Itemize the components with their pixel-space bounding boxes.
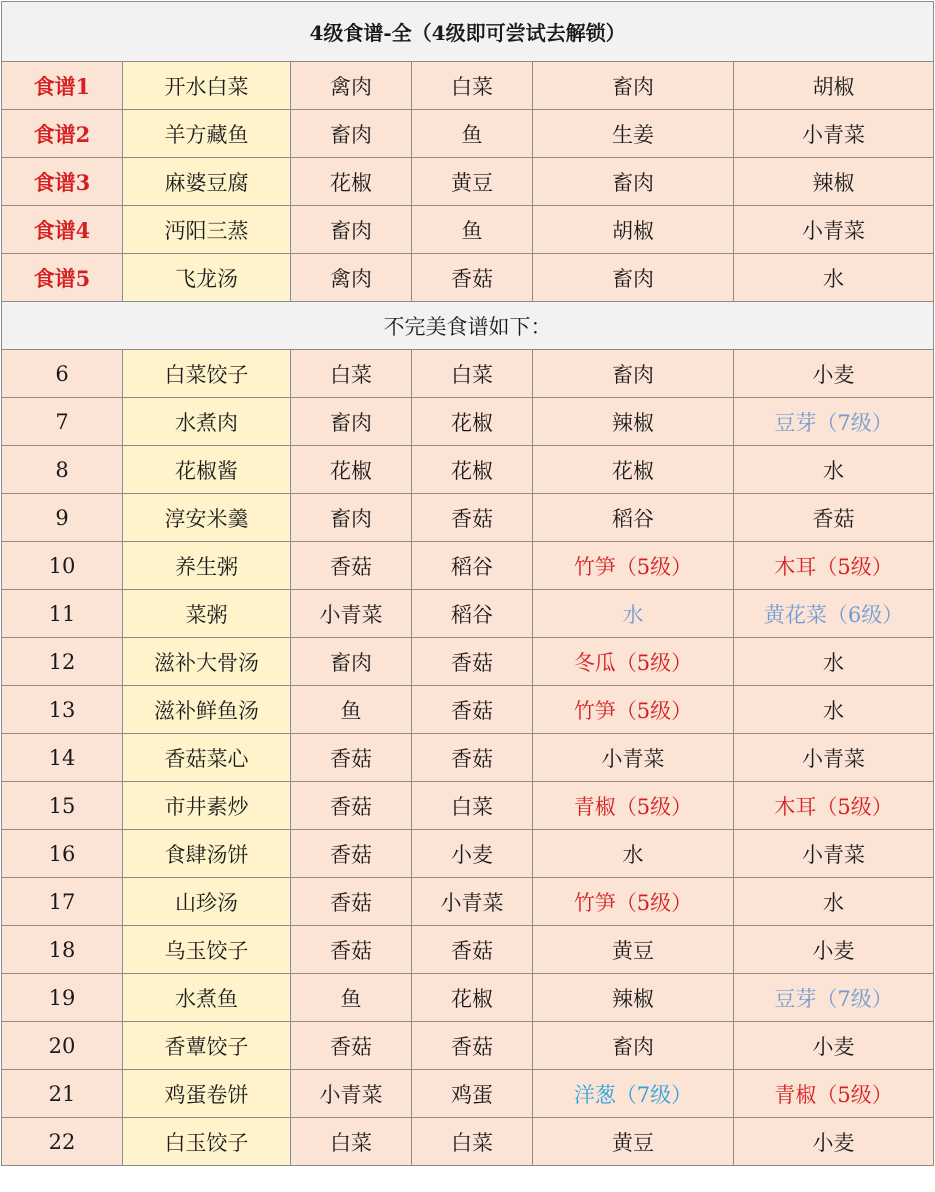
ingredient-1: 香菇 xyxy=(291,734,412,782)
ingredient-1: 畜肉 xyxy=(291,206,412,254)
table-row xyxy=(2,782,934,830)
recipe-name: 沔阳三蒸 xyxy=(123,206,291,254)
ingredient-3: 竹笋（5级） xyxy=(533,686,734,734)
ingredient-1: 香菇 xyxy=(291,878,412,926)
recipe-name: 麻婆豆腐 xyxy=(123,158,291,206)
ingredient-1: 白菜 xyxy=(291,350,412,398)
recipe-name: 香菇菜心 xyxy=(123,734,291,782)
ingredient-1: 香菇 xyxy=(291,1022,412,1070)
ingredient-1: 禽肉 xyxy=(291,62,412,110)
table-row xyxy=(2,254,934,302)
ingredient-3: 洋葱（7级） xyxy=(533,1070,734,1118)
ingredient-4: 水 xyxy=(734,878,934,926)
table-row xyxy=(2,110,934,158)
recipe-index: 7 xyxy=(2,398,123,446)
ingredient-2: 鱼 xyxy=(412,206,533,254)
table-row xyxy=(2,590,934,638)
table-row xyxy=(2,542,934,590)
ingredient-4: 木耳（5级） xyxy=(734,782,934,830)
ingredient-1: 畜肉 xyxy=(291,110,412,158)
ingredient-1: 禽肉 xyxy=(291,254,412,302)
recipe-name: 菜粥 xyxy=(123,590,291,638)
ingredient-2: 香菇 xyxy=(412,1022,533,1070)
recipe-name: 飞龙汤 xyxy=(123,254,291,302)
ingredient-2: 香菇 xyxy=(412,638,533,686)
table-row xyxy=(2,734,934,782)
recipe-index: 18 xyxy=(2,926,123,974)
ingredient-3: 胡椒 xyxy=(533,206,734,254)
recipe-index: 19 xyxy=(2,974,123,1022)
ingredient-1: 花椒 xyxy=(291,446,412,494)
recipe-name: 养生粥 xyxy=(123,542,291,590)
recipe-name: 滋补大骨汤 xyxy=(123,638,291,686)
ingredient-1: 香菇 xyxy=(291,926,412,974)
ingredient-2: 白菜 xyxy=(412,1118,533,1166)
ingredient-4: 小青菜 xyxy=(734,830,934,878)
recipe-index: 食谱1 xyxy=(2,62,123,110)
recipe-index: 20 xyxy=(2,1022,123,1070)
ingredient-1: 畜肉 xyxy=(291,638,412,686)
table-row xyxy=(2,1022,934,1070)
table-row xyxy=(2,926,934,974)
recipe-index: 食谱4 xyxy=(2,206,123,254)
recipe-name: 水煮肉 xyxy=(123,398,291,446)
ingredient-3: 水 xyxy=(533,590,734,638)
recipe-index: 16 xyxy=(2,830,123,878)
ingredient-3: 冬瓜（5级） xyxy=(533,638,734,686)
recipe-index: 22 xyxy=(2,1118,123,1166)
ingredient-3: 辣椒 xyxy=(533,974,734,1022)
ingredient-3: 畜肉 xyxy=(533,62,734,110)
ingredient-4: 香菇 xyxy=(734,494,934,542)
ingredient-2: 黄豆 xyxy=(412,158,533,206)
ingredient-4: 小青菜 xyxy=(734,206,934,254)
recipe-name: 食肆汤饼 xyxy=(123,830,291,878)
table-row xyxy=(2,878,934,926)
ingredient-3: 黄豆 xyxy=(533,1118,734,1166)
recipe-table xyxy=(1,1,934,1166)
ingredient-4: 黄花菜（6级） xyxy=(734,590,934,638)
ingredient-4: 水 xyxy=(734,638,934,686)
ingredient-4: 小麦 xyxy=(734,926,934,974)
ingredient-1: 白菜 xyxy=(291,1118,412,1166)
ingredient-2: 小青菜 xyxy=(412,878,533,926)
table-row xyxy=(2,638,934,686)
ingredient-2: 白菜 xyxy=(412,350,533,398)
ingredient-3: 黄豆 xyxy=(533,926,734,974)
recipe-index: 9 xyxy=(2,494,123,542)
ingredient-1: 花椒 xyxy=(291,158,412,206)
ingredient-3: 小青菜 xyxy=(533,734,734,782)
table-row xyxy=(2,1118,934,1166)
recipe-index: 食谱2 xyxy=(2,110,123,158)
recipe-name: 花椒酱 xyxy=(123,446,291,494)
ingredient-3: 水 xyxy=(533,830,734,878)
ingredient-1: 鱼 xyxy=(291,974,412,1022)
table-row xyxy=(2,830,934,878)
recipe-index: 17 xyxy=(2,878,123,926)
ingredient-3: 竹笋（5级） xyxy=(533,878,734,926)
ingredient-1: 香菇 xyxy=(291,542,412,590)
ingredient-3: 畜肉 xyxy=(533,158,734,206)
ingredient-4: 胡椒 xyxy=(734,62,934,110)
ingredient-4: 青椒（5级） xyxy=(734,1070,934,1118)
recipe-index: 食谱5 xyxy=(2,254,123,302)
ingredient-1: 香菇 xyxy=(291,830,412,878)
recipe-index: 8 xyxy=(2,446,123,494)
ingredient-3: 花椒 xyxy=(533,446,734,494)
ingredient-3: 稻谷 xyxy=(533,494,734,542)
recipe-index: 13 xyxy=(2,686,123,734)
recipe-index: 11 xyxy=(2,590,123,638)
ingredient-3: 辣椒 xyxy=(533,398,734,446)
recipe-name: 山珍汤 xyxy=(123,878,291,926)
ingredient-2: 白菜 xyxy=(412,782,533,830)
ingredient-4: 小青菜 xyxy=(734,734,934,782)
ingredient-2: 花椒 xyxy=(412,398,533,446)
ingredient-2: 香菇 xyxy=(412,734,533,782)
ingredient-3: 畜肉 xyxy=(533,254,734,302)
recipe-index: 12 xyxy=(2,638,123,686)
ingredient-4: 水 xyxy=(734,686,934,734)
recipe-index: 6 xyxy=(2,350,123,398)
ingredient-2: 稻谷 xyxy=(412,542,533,590)
ingredient-2: 香菇 xyxy=(412,494,533,542)
ingredient-4: 小麦 xyxy=(734,1118,934,1166)
ingredient-4: 小麦 xyxy=(734,1022,934,1070)
ingredient-2: 花椒 xyxy=(412,974,533,1022)
ingredient-2: 白菜 xyxy=(412,62,533,110)
recipe-name: 水煮鱼 xyxy=(123,974,291,1022)
ingredient-3: 畜肉 xyxy=(533,1022,734,1070)
ingredient-2: 鱼 xyxy=(412,110,533,158)
imperfect-header-row xyxy=(2,302,934,350)
recipe-name: 淳安米羹 xyxy=(123,494,291,542)
ingredient-4: 木耳（5级） xyxy=(734,542,934,590)
recipe-index: 15 xyxy=(2,782,123,830)
table-row xyxy=(2,446,934,494)
recipe-name: 开水白菜 xyxy=(123,62,291,110)
recipe-name: 鸡蛋卷饼 xyxy=(123,1070,291,1118)
recipe-index: 14 xyxy=(2,734,123,782)
table-row xyxy=(2,350,934,398)
ingredient-2: 鸡蛋 xyxy=(412,1070,533,1118)
ingredient-4: 豆芽（7级） xyxy=(734,398,934,446)
ingredient-2: 小麦 xyxy=(412,830,533,878)
ingredient-3: 生姜 xyxy=(533,110,734,158)
ingredient-4: 水 xyxy=(734,446,934,494)
ingredient-4: 小青菜 xyxy=(734,110,934,158)
table-title: 4级食谱-全（4级即可尝试去解锁） xyxy=(2,2,934,62)
ingredient-2: 香菇 xyxy=(412,926,533,974)
recipe-index: 21 xyxy=(2,1070,123,1118)
ingredient-1: 小青菜 xyxy=(291,1070,412,1118)
ingredient-1: 香菇 xyxy=(291,782,412,830)
ingredient-3: 畜肉 xyxy=(533,350,734,398)
ingredient-3: 青椒（5级） xyxy=(533,782,734,830)
ingredient-2: 香菇 xyxy=(412,254,533,302)
recipe-name: 乌玉饺子 xyxy=(123,926,291,974)
recipe-name: 羊方藏鱼 xyxy=(123,110,291,158)
ingredient-3: 竹笋（5级） xyxy=(533,542,734,590)
recipe-name: 香蕈饺子 xyxy=(123,1022,291,1070)
ingredient-1: 鱼 xyxy=(291,686,412,734)
table-row xyxy=(2,974,934,1022)
recipe-name: 白菜饺子 xyxy=(123,350,291,398)
table-row xyxy=(2,1070,934,1118)
ingredient-2: 花椒 xyxy=(412,446,533,494)
ingredient-4: 水 xyxy=(734,254,934,302)
table-row xyxy=(2,398,934,446)
recipe-index: 食谱3 xyxy=(2,158,123,206)
table-row xyxy=(2,206,934,254)
recipe-name: 市井素炒 xyxy=(123,782,291,830)
table-row xyxy=(2,62,934,110)
ingredient-2: 香菇 xyxy=(412,686,533,734)
ingredient-4: 豆芽（7级） xyxy=(734,974,934,1022)
ingredient-1: 畜肉 xyxy=(291,494,412,542)
recipe-name: 白玉饺子 xyxy=(123,1118,291,1166)
recipe-name: 滋补鲜鱼汤 xyxy=(123,686,291,734)
table-row xyxy=(2,494,934,542)
imperfect-header: 不完美食谱如下： xyxy=(2,302,934,350)
table-row xyxy=(2,158,934,206)
ingredient-4: 辣椒 xyxy=(734,158,934,206)
table-row xyxy=(2,686,934,734)
recipe-index: 10 xyxy=(2,542,123,590)
ingredient-1: 畜肉 xyxy=(291,398,412,446)
ingredient-2: 稻谷 xyxy=(412,590,533,638)
ingredient-1: 小青菜 xyxy=(291,590,412,638)
table-title-row xyxy=(2,2,934,62)
ingredient-4: 小麦 xyxy=(734,350,934,398)
